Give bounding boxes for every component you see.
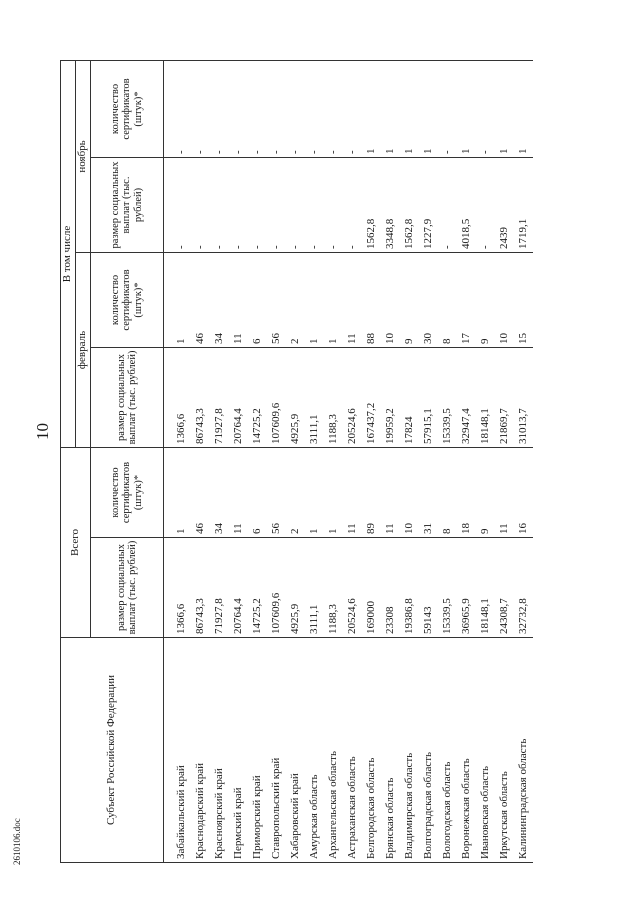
region-cell: Астраханская область	[343, 638, 362, 863]
november-certificates-cell: -	[343, 60, 362, 157]
total-certificates-cell: 1	[324, 447, 343, 537]
total-certificates-cell: 8	[438, 447, 457, 537]
november-payment-cell: -	[229, 157, 248, 252]
table-row	[495, 60, 514, 862]
header-total: Всего	[61, 447, 91, 637]
november-payment-cell: 4018,5	[457, 157, 476, 252]
total-payment-cell: 169000	[362, 538, 381, 638]
total-certificates-cell: 10	[400, 447, 419, 537]
november-certificates-cell: -	[248, 60, 267, 157]
february-certificates-cell: 10	[381, 252, 400, 347]
february-payment-cell: 86743,3	[191, 347, 210, 447]
total-payment-cell: 15339,5	[438, 538, 457, 638]
november-payment-cell: 1719,1	[514, 157, 533, 252]
november-payment-cell: 1562,8	[400, 157, 419, 252]
november-certificates-cell: 1	[514, 60, 533, 157]
total-payment-cell: 1366,6	[164, 538, 192, 638]
table-row	[438, 60, 457, 862]
total-payment-cell: 20524,6	[343, 538, 362, 638]
november-payment-cell: -	[324, 157, 343, 252]
february-certificates-cell: 15	[514, 252, 533, 347]
total-payment-cell: 19386,8	[400, 538, 419, 638]
region-cell: Воронежская область	[457, 638, 476, 863]
total-certificates-cell: 2	[286, 447, 305, 537]
table-row	[191, 60, 210, 862]
header-total-payments: размер социальных выплат (тыс. рублей)	[91, 538, 164, 638]
february-certificates-cell: 88	[362, 252, 381, 347]
november-certificates-cell: -	[164, 60, 192, 157]
february-payment-cell: 1188,3	[324, 347, 343, 447]
february-certificates-cell: 1	[164, 252, 192, 347]
february-certificates-cell: 1	[305, 252, 324, 347]
total-payment-cell: 59143	[419, 538, 438, 638]
table-row	[457, 60, 476, 862]
november-payment-cell: -	[343, 157, 362, 252]
region-cell: Архангельская область	[324, 638, 343, 863]
total-certificates-cell: 11	[381, 447, 400, 537]
total-certificates-cell: 1	[164, 447, 192, 537]
november-payment-cell: -	[286, 157, 305, 252]
region-cell: Ивановская область	[476, 638, 495, 863]
november-payment-cell: -	[210, 157, 229, 252]
table-row	[343, 60, 362, 862]
november-payment-cell: -	[164, 157, 192, 252]
february-payment-cell: 107609,6	[267, 347, 286, 447]
region-cell: Белгородская область	[362, 638, 381, 863]
region-cell: Краснодарский край	[191, 638, 210, 863]
february-payment-cell: 4925,9	[286, 347, 305, 447]
total-payment-cell: 20764,4	[229, 538, 248, 638]
header-november: ноябрь	[76, 60, 91, 252]
february-certificates-cell: 2	[286, 252, 305, 347]
total-certificates-cell: 6	[248, 447, 267, 537]
header-november-certificates: количество сертификатов (штук)*	[91, 60, 164, 157]
february-payment-cell: 17824	[400, 347, 419, 447]
region-cell: Амурская область	[305, 638, 324, 863]
table-row	[476, 60, 495, 862]
total-payment-cell: 107609,6	[267, 538, 286, 638]
february-certificates-cell: 10	[495, 252, 514, 347]
total-payment-cell: 36965,9	[457, 538, 476, 638]
november-certificates-cell: 1	[495, 60, 514, 157]
february-certificates-cell: 6	[248, 252, 267, 347]
november-certificates-cell: -	[305, 60, 324, 157]
november-certificates-cell: -	[438, 60, 457, 157]
november-certificates-cell: -	[476, 60, 495, 157]
february-payment-cell: 15339,5	[438, 347, 457, 447]
region-cell: Калининградская область	[514, 638, 533, 863]
total-certificates-cell: 46	[191, 447, 210, 537]
total-certificates-cell: 16	[514, 447, 533, 537]
region-cell: Ставропольский край	[267, 638, 286, 863]
document-code: 2610106.doc	[12, 818, 22, 865]
region-cell: Иркутская область	[495, 638, 514, 863]
total-certificates-cell: 56	[267, 447, 286, 537]
table-row	[400, 60, 419, 862]
total-payment-cell: 71927,8	[210, 538, 229, 638]
february-payment-cell: 21869,7	[495, 347, 514, 447]
november-payment-cell: -	[267, 157, 286, 252]
november-payment-cell: 2439	[495, 157, 514, 252]
february-payment-cell: 20524,6	[343, 347, 362, 447]
february-payment-cell: 57915,1	[419, 347, 438, 447]
total-payment-cell: 18148,1	[476, 538, 495, 638]
february-payment-cell: 1366,6	[164, 347, 192, 447]
header-subject: Субъект Российской Федерации	[61, 638, 164, 863]
november-payment-cell: 1227,9	[419, 157, 438, 252]
table-row	[305, 60, 324, 862]
total-certificates-cell: 89	[362, 447, 381, 537]
region-cell: Приморский край	[248, 638, 267, 863]
november-certificates-cell: -	[286, 60, 305, 157]
november-certificates-cell: -	[267, 60, 286, 157]
region-cell: Забайкальский край	[164, 638, 192, 863]
region-cell: Вологодская область	[438, 638, 457, 863]
header-february-payments: размер социальных выплат (тыс. рублей)	[91, 347, 164, 447]
total-certificates-cell: 34	[210, 447, 229, 537]
total-certificates-cell: 11	[229, 447, 248, 537]
november-certificates-cell: -	[229, 60, 248, 157]
november-certificates-cell: 1	[419, 60, 438, 157]
table-row	[324, 60, 343, 862]
february-payment-cell: 14725,2	[248, 347, 267, 447]
table-body	[164, 60, 534, 862]
total-payment-cell: 24308,7	[495, 538, 514, 638]
november-certificates-cell: 1	[457, 60, 476, 157]
february-payment-cell: 3111,1	[305, 347, 324, 447]
total-payment-cell: 23308	[381, 538, 400, 638]
february-certificates-cell: 34	[210, 252, 229, 347]
table-row	[419, 60, 438, 862]
region-cell: Пермский край	[229, 638, 248, 863]
rotated-table-container	[60, 61, 580, 863]
total-certificates-cell: 11	[343, 447, 362, 537]
table-row	[267, 60, 286, 862]
february-certificates-cell: 56	[267, 252, 286, 347]
total-payment-cell: 3111,1	[305, 538, 324, 638]
february-certificates-cell: 11	[229, 252, 248, 347]
header-february: февраль	[76, 252, 91, 447]
february-certificates-cell: 1	[324, 252, 343, 347]
total-certificates-cell: 18	[457, 447, 476, 537]
table-row	[286, 60, 305, 862]
total-payment-cell: 86743,3	[191, 538, 210, 638]
february-certificates-cell: 9	[400, 252, 419, 347]
february-payment-cell: 18148,1	[476, 347, 495, 447]
february-payment-cell: 71927,8	[210, 347, 229, 447]
february-certificates-cell: 46	[191, 252, 210, 347]
total-payment-cell: 1188,3	[324, 538, 343, 638]
november-payment-cell: 1562,8	[362, 157, 381, 252]
region-cell: Красноярский край	[210, 638, 229, 863]
february-certificates-cell: 8	[438, 252, 457, 347]
november-payment-cell: -	[191, 157, 210, 252]
header-november-payments: размер социальных выплат (тыс. рублей)	[91, 157, 164, 252]
region-cell: Брянская область	[381, 638, 400, 863]
november-certificates-cell: -	[210, 60, 229, 157]
february-payment-cell: 19959,2	[381, 347, 400, 447]
total-certificates-cell: 9	[476, 447, 495, 537]
total-payment-cell: 4925,9	[286, 538, 305, 638]
november-certificates-cell: 1	[400, 60, 419, 157]
page-number: 10	[33, 423, 52, 440]
table-row	[362, 60, 381, 862]
total-certificates-cell: 1	[305, 447, 324, 537]
region-cell: Владимирская область	[400, 638, 419, 863]
february-payment-cell: 31013,7	[514, 347, 533, 447]
table-row	[229, 60, 248, 862]
november-payment-cell: 3348,8	[381, 157, 400, 252]
february-certificates-cell: 17	[457, 252, 476, 347]
total-certificates-cell: 11	[495, 447, 514, 537]
certificates-table	[60, 60, 533, 863]
header-including: В том числе	[61, 60, 76, 447]
table-row	[164, 60, 192, 862]
november-certificates-cell: 1	[381, 60, 400, 157]
header-total-certificates: количество сертификатов (штук)*	[91, 447, 164, 537]
february-payment-cell: 20764,4	[229, 347, 248, 447]
november-payment-cell: -	[305, 157, 324, 252]
february-certificates-cell: 30	[419, 252, 438, 347]
region-cell: Волгоградская область	[419, 638, 438, 863]
header-february-certificates: количество сертификатов (штук)*	[91, 252, 164, 347]
november-certificates-cell: -	[191, 60, 210, 157]
february-payment-cell: 167437,2	[362, 347, 381, 447]
november-payment-cell: -	[248, 157, 267, 252]
november-certificates-cell: 1	[362, 60, 381, 157]
total-certificates-cell: 31	[419, 447, 438, 537]
table-row	[210, 60, 229, 862]
table-row	[381, 60, 400, 862]
table-row	[514, 60, 533, 862]
february-payment-cell: 32947,4	[457, 347, 476, 447]
total-payment-cell: 32732,8	[514, 538, 533, 638]
region-cell: Хабаровский край	[286, 638, 305, 863]
february-certificates-cell: 11	[343, 252, 362, 347]
november-payment-cell: -	[438, 157, 457, 252]
november-payment-cell: -	[476, 157, 495, 252]
total-payment-cell: 14725,2	[248, 538, 267, 638]
february-certificates-cell: 9	[476, 252, 495, 347]
table-row	[248, 60, 267, 862]
table-header	[61, 60, 164, 862]
november-certificates-cell: -	[324, 60, 343, 157]
